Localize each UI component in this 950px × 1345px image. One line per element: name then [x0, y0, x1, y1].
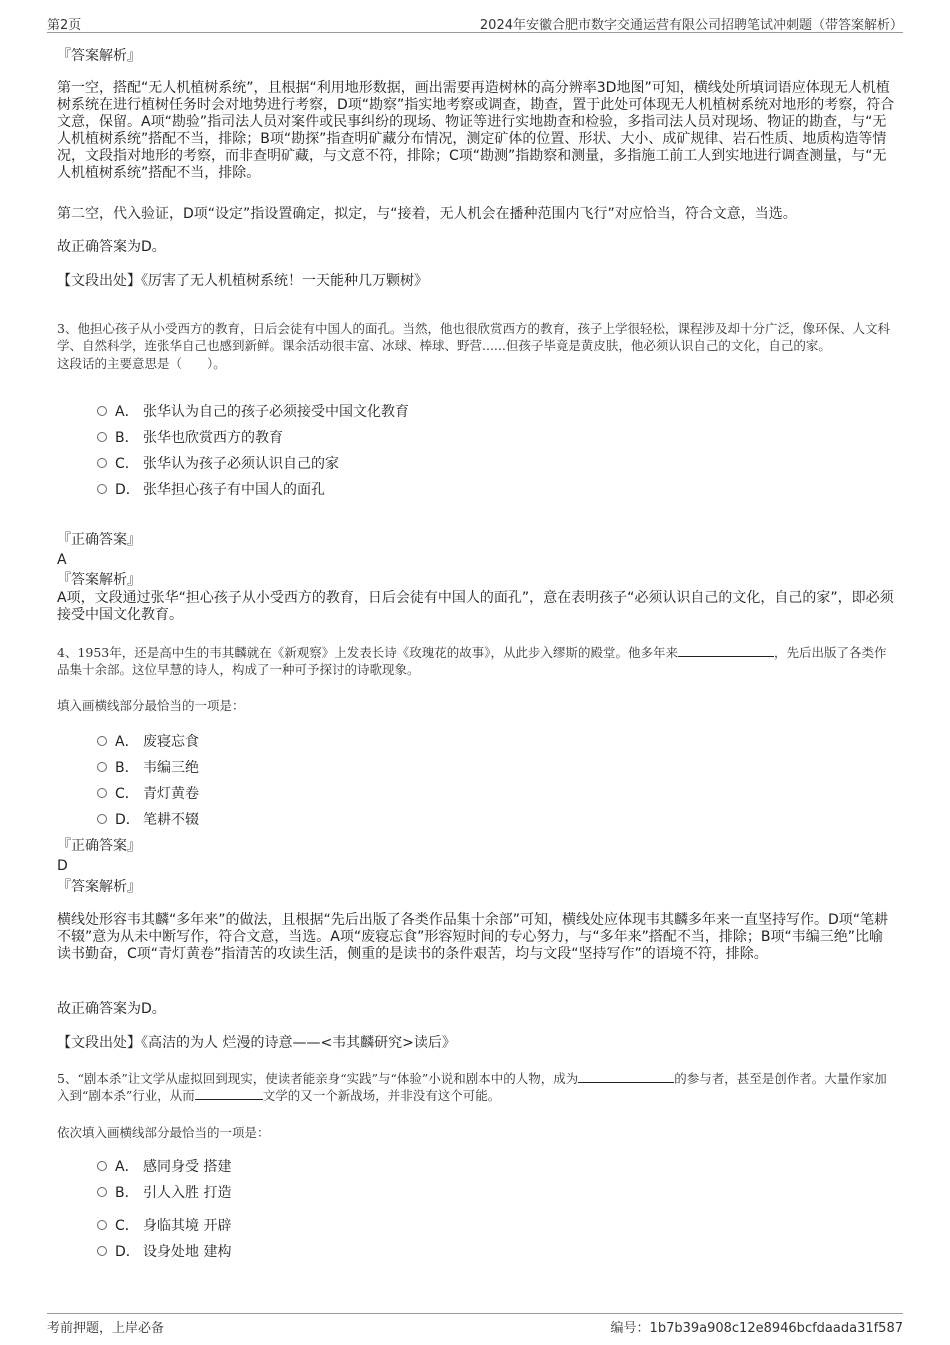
answer-blank: [678, 644, 774, 657]
radio-icon[interactable]: [97, 432, 107, 442]
q3-option-c[interactable]: C． 张华认为孩子必须认识自己的家: [97, 454, 339, 474]
q4-option-c[interactable]: C． 青灯黄卷: [97, 784, 199, 804]
q5-question: 依次填入画横线部分最恰当的一项是：: [57, 1125, 270, 1140]
q3-option-a[interactable]: A． 张华认为自己的孩子必须接受中国文化教育: [97, 402, 409, 422]
radio-icon[interactable]: [97, 458, 107, 468]
radio-icon[interactable]: [97, 762, 107, 772]
q4-source: [57, 1035, 895, 1052]
q2-analysis-label: 『答案解析』: [57, 48, 141, 64]
radio-icon[interactable]: [97, 1187, 107, 1197]
radio-icon[interactable]: [97, 788, 107, 798]
q3-option-d[interactable]: D． 张华担心孩子有中国人的面孔: [97, 480, 325, 500]
radio-icon[interactable]: [97, 814, 107, 824]
q5-option-b[interactable]: B． 引人入胜 打造: [97, 1183, 231, 1203]
q5-stem: 5、“剧本杀”让文学从虚拟回到现实，使读者能亲身“实践”与“体验”小说和剧本中的人物，成为 的参与者，甚至是创作者。大量作家加入到“剧本杀”行业，从而 文学的又一个新战场，并非没有这个可能。: [57, 1071, 887, 1103]
q5-option-d[interactable]: D． 设身处地 建构: [97, 1242, 231, 1262]
q3-answer-label: 『正确答案』: [57, 532, 141, 548]
radio-icon[interactable]: [97, 484, 107, 494]
q3-analysis-label: 『答案解析』: [57, 572, 141, 588]
q3-stem: 3、他担心孩子从小受西方的教育，日后会徒有中国人的面孔。当然，他也很欣赏西方的教育，孩子上学很轻松，课程涉及却十分广泛，像环保、人文科学、自然科学，连张华自己也感到新鲜。课余活动很丰富、冰球、棒球、野营......但孩子毕竟是黄皮肤，他必须认识自己的文化，自己的家。: [57, 321, 890, 353]
q4-answer: D: [57, 858, 68, 874]
q3-question: 这段话的主要意思是（ ）。: [57, 356, 226, 371]
document-id: 编号：1b7b39a908c12e8946bcfdaada31f587: [610, 1321, 903, 1336]
answer-blank: [578, 1070, 674, 1083]
q4-option-b[interactable]: B． 韦编三绝: [97, 758, 199, 778]
q4-analysis-label: 『答案解析』: [57, 879, 141, 895]
source-label: 【文段出处】: [57, 1035, 141, 1051]
radio-icon[interactable]: [97, 736, 107, 746]
page-footer: [47, 1313, 903, 1336]
page-number: 第2页: [47, 18, 82, 33]
q4-option-d[interactable]: D． 笔耕不辍: [97, 810, 199, 830]
q3-analysis: A项，文段通过张华“担心孩子从小受西方的教育，日后会徒有中国人的面孔”，意在表明孩子“必须认识自己的文化，自己的家”，即必须接受中国文化教育。: [57, 590, 894, 623]
q5-option-a[interactable]: A． 感同身受 搭建: [97, 1157, 231, 1177]
q4-analysis: 横线处形容韦其麟“多年来”的做法，且根据“先后出版了各类作品集十余部”可知，横线处应体现韦其麟多年来一直坚持写作。D项“笔耕不辍”意为从未中断写作，符合文意，当选。A项“废寝忘食”形容短时间的专心努力，与“多年来”搭配不当，排除；B项“韦编三绝”比喻读书勤奋，C项“青灯黄卷”指清苦的攻读生活，侧重的是读书的条件艰苦，均与文段“坚持写作”的语境不符，排除。: [57, 912, 889, 962]
q4-answer-label: 『正确答案』: [57, 838, 141, 854]
answer-blank: [195, 1087, 263, 1100]
radio-icon[interactable]: [97, 1161, 107, 1171]
radio-icon[interactable]: [97, 1220, 107, 1230]
q2-analysis-para1: 第一空，搭配“无人机植树系统”，且根据“利用地形数据，画出需要再造树林的高分辨率3D地图”可知，横线处所填词语应体现无人机植树系统在进行植树任务时会对地势进行考察，D项“勘察”指实地考察或调查，勘查，置于此处可体现无人机植树系统对地形的考察，符合文意，保留。A项“勘验”指司法人员对案件或民事纠纷的现场、物证等进行实地勘查和检验，多指司法人员对现场、物证的勘查，与“无人机植树系统”搭配不当，排除；B项“勘探”指查明矿藏分布情况，测定矿体的位置、形状、大小、成矿规律、岩石性质、地质构造等情况，文段指对地形的考察，而非查明矿藏，与文意不符，排除；C项“勘测”指勘察和测量，多指施工前工人到实地进行调查测量，与“无人机植树系统”搭配不当，排除。: [57, 80, 895, 181]
radio-icon[interactable]: [97, 1246, 107, 1256]
q3-answer: A: [57, 552, 67, 568]
footer-slogan: 考前押题，上岸必备: [47, 1321, 165, 1336]
q3-option-b[interactable]: B． 张华也欣赏西方的教育: [97, 428, 283, 448]
source-text: 《厉害了无人机植树系统！一天能种几万颗树》: [141, 273, 428, 289]
document-title: 2024年安徽合肥市数字交通运营有限公司招聘笔试冲刺题（带答案解析）: [479, 18, 903, 33]
source-label: 【文段出处】: [57, 273, 141, 289]
q4-conclusion: 故正确答案为D。: [57, 1001, 166, 1017]
page-header: [47, 12, 903, 33]
q4-stem: 4、1953年，还是高中生的韦其麟就在《新观察》上发表长诗《玫瑰花的故事》，从此步入缪斯的殿堂。他多年来 ，先后出版了各类作品集十余部。这位早慧的诗人，构成了一种可予探讨的诗歌现象。: [57, 645, 887, 677]
q4-option-a[interactable]: A． 废寝忘食: [97, 732, 199, 752]
q2-conclusion: 故正确答案为D。: [57, 239, 166, 255]
q4-question: 填入画横线部分最恰当的一项是：: [57, 698, 245, 713]
q2-source: [57, 273, 895, 290]
q2-analysis-para2: 第二空，代入验证，D项“设定”指设置确定，拟定，与“接着，无人机会在播种范围内飞行”对应恰当，符合文意，当选。: [57, 206, 797, 222]
radio-icon[interactable]: [97, 406, 107, 416]
source-text: 《高洁的为人 烂漫的诗意——<韦其麟研究>读后》: [141, 1035, 456, 1051]
q5-option-c[interactable]: C． 身临其境 开辟: [97, 1216, 231, 1236]
